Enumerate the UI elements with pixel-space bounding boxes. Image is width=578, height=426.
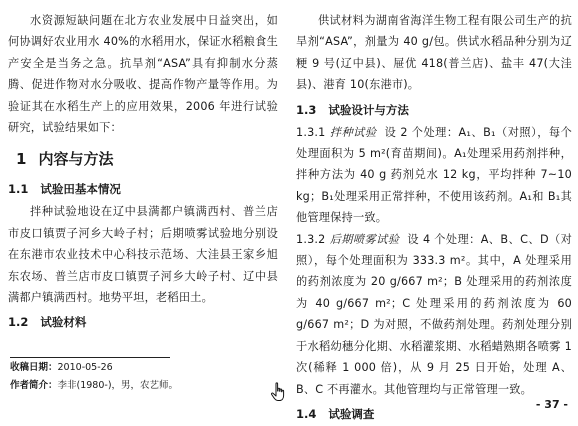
author-label: 作者简介： <box>10 380 58 391</box>
intro-paragraph: 水资源短缺问题在北方农业发展中日益突出，如何协调好农业用水 40%的水稻用水，保证水稻粮食生产安全是当务之急。抗旱剂“ASA”具有抑制水分蒸腾、促进作物对水分吸收、提高作物产量等作用。为验证其在水稻生产上的应用效果，2006 年进行试验研究，试验结果如下： <box>8 14 278 135</box>
page-number: - 37 - <box>535 398 568 411</box>
section-1-4-title: 试验调查 <box>328 406 375 421</box>
section-1-title: 内容与方法 <box>38 150 114 169</box>
received-label: 收稿日期： <box>10 362 58 373</box>
section-1-3-1-number: 1.3.1 <box>296 125 326 139</box>
footnote-received <box>10 359 280 376</box>
section-1-3-1-text: 设 2 个处理：A₁、B₁（对照），每个处理面积为 5 m²(育苗期间)。A₁处理采用药剂拌种，拌种方法为 40 g 药剂兑水 12 kg，平均拌种 7~10 kg；B₁处理采用正常拌种，不使用该药剂。A₁和 B₁其他管理保持一致。 <box>296 125 572 225</box>
section-1-3-2-text: 设 4 个处理：A、B、C、D（对照），每个处理面积为 333.3 m²。其中，A 处理采用的药剂浓度为 20 g/667 m²；B 处理采用的药剂浓度为 40 g/667 m²；C 处理采用的药剂浓度为 60 g/667 m²；D 为对照，不做药剂处理。药剂处理分别于水稻幼穗分化期、水稻灌浆期、水稻蜡熟期各喷雾 1 次(稀释 1 000 倍)，从 9 月 25 日开始，处理 A、B、C 不再灌水。其他管理均与正常管理一致。 <box>296 232 573 396</box>
section-1-3-2-paragraph <box>296 229 572 400</box>
received-date: 2010-05-26 <box>57 362 113 373</box>
section-1-4-heading <box>296 404 572 424</box>
section-1-3-title: 试验设计与方法 <box>328 102 409 117</box>
author-info: 李非(1980-)，男，农艺师。 <box>57 380 179 391</box>
section-1-2-number: 1.2 <box>8 315 29 330</box>
section-1-heading <box>16 149 278 169</box>
section-1-1-paragraph: 拌种试验地设在辽中县满都户镇满西村、普兰店市皮口镇贾子河乡大岭子村；后期喷雾试验地分别设在东港市农业技术中心科技示范场、大洼县王家乡旭东农场、普兰店市皮口镇贾子河乡大岭子村、辽中县满都户镇满西村。地势平坦，老稻田土。 <box>8 205 278 305</box>
section-1-3-number: 1.3 <box>296 102 317 117</box>
section-1-1-number: 1.1 <box>8 182 29 197</box>
materials-paragraph: 供试材料为湖南省海洋生物工程有限公司生产的抗旱剂“ASA”，剂量为 40 g/包。供试水稻品种分别为辽粳 9 号(辽中县)、屉优 418(普兰店)、盐丰 47(大洼县)、港育 10(东港市)。 <box>296 14 572 92</box>
section-1-number: 1 <box>16 150 27 169</box>
section-1-1-heading <box>8 179 278 199</box>
section-1-2-title: 试验材料 <box>40 315 87 330</box>
section-1-1-title: 试验田基本情况 <box>40 182 121 197</box>
hand-pointer-icon <box>270 382 286 402</box>
section-1-3-1-title: 拌种试验 <box>329 125 377 139</box>
section-1-3-1-paragraph <box>296 122 572 229</box>
section-1-3-heading <box>296 100 572 120</box>
left-column <box>8 10 278 334</box>
right-column <box>296 10 572 426</box>
section-1-2-heading <box>8 312 278 332</box>
footnote-author <box>10 377 280 394</box>
section-1-4-number: 1.4 <box>296 406 317 421</box>
section-1-3-2-number: 1.3.2 <box>296 232 326 246</box>
section-1-3-2-title: 后期喷雾试验 <box>329 232 400 246</box>
footnote-divider <box>10 357 170 358</box>
